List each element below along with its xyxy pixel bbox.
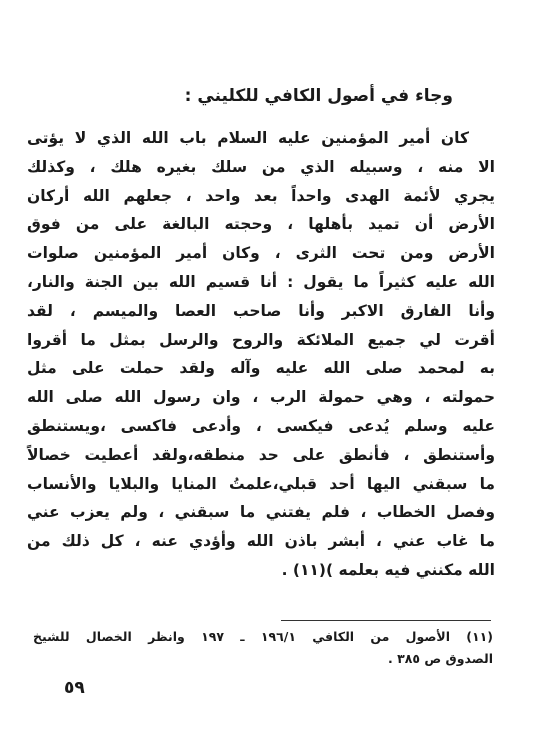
text-line: ما سبقني اليها أحد قبلي،علمتُ المنايا والبلايا والأنساب	[27, 474, 495, 493]
text-line: الله مكنني فيه بعلمه )(١١) .	[281, 560, 495, 579]
footnote-line: (١١) الأصول من الكافي ١٩٦/١ ـ ١٩٧ وانظر الخصال للشيخ	[33, 629, 493, 644]
text-line: الأرض أن تميد بأهلها ، وحجته البالغة على من فوق	[27, 215, 495, 234]
text-line: كان أمير المؤمنين عليه السلام باب الله الذي لا يؤتى	[27, 129, 469, 147]
footnote-line: الصدوق ص ٣٨٥ .	[388, 651, 493, 666]
text-line: وأنا الفارق الاكبر وأنا صاحب العصا والميسم ، لقد	[27, 301, 495, 320]
text-line: يجري لأئمة الهدى واحداً بعد واحد ، جعلهم الله أركان	[27, 186, 495, 205]
text-line: الأرض ومن تحت الثرى ، وكان أمير المؤمنين صلوات	[27, 244, 495, 263]
page-number: ٥٩	[64, 678, 85, 698]
quote-paragraph	[27, 124, 495, 585]
text-line: عليه وسلم يُدعى فيكسى ، وأدعى فاكسى ،ويستنطق	[27, 416, 495, 435]
text-line: الا منه ، وسبيله الذي من سلك بغيره هلك ، وكذلك	[27, 157, 495, 176]
footnote	[33, 626, 493, 670]
text-line: وفصل الخطاب ، فلم يفتني ما سبقني ، ولم يعزب عني	[27, 503, 495, 522]
text-line: ما غاب عني ، أبشر باذن الله وأؤدي عنه ، كل ذلك من	[27, 532, 495, 551]
intro-heading: وجاء في أصول الكافي للكليني :	[184, 86, 453, 106]
text-line: به لمحمد صلى الله عليه وآله ولقد حملت على مثل	[27, 359, 495, 378]
text-line: أقرت لي جميع الملائكة والروح والرسل بمثل ما أقروا	[27, 330, 495, 349]
text-line: وأستنطق ، فأنطق على حد منطقه،ولقد أعطيت خصالاً	[27, 445, 495, 464]
footnote-divider	[281, 620, 491, 621]
text-line: الله عليه كثيراً ما يقول : أنا قسيم الله بين الجنة والنار،	[27, 272, 495, 291]
text-line: حمولته ، وهي حمولة الرب ، وان رسول الله صلى الله	[27, 388, 495, 407]
